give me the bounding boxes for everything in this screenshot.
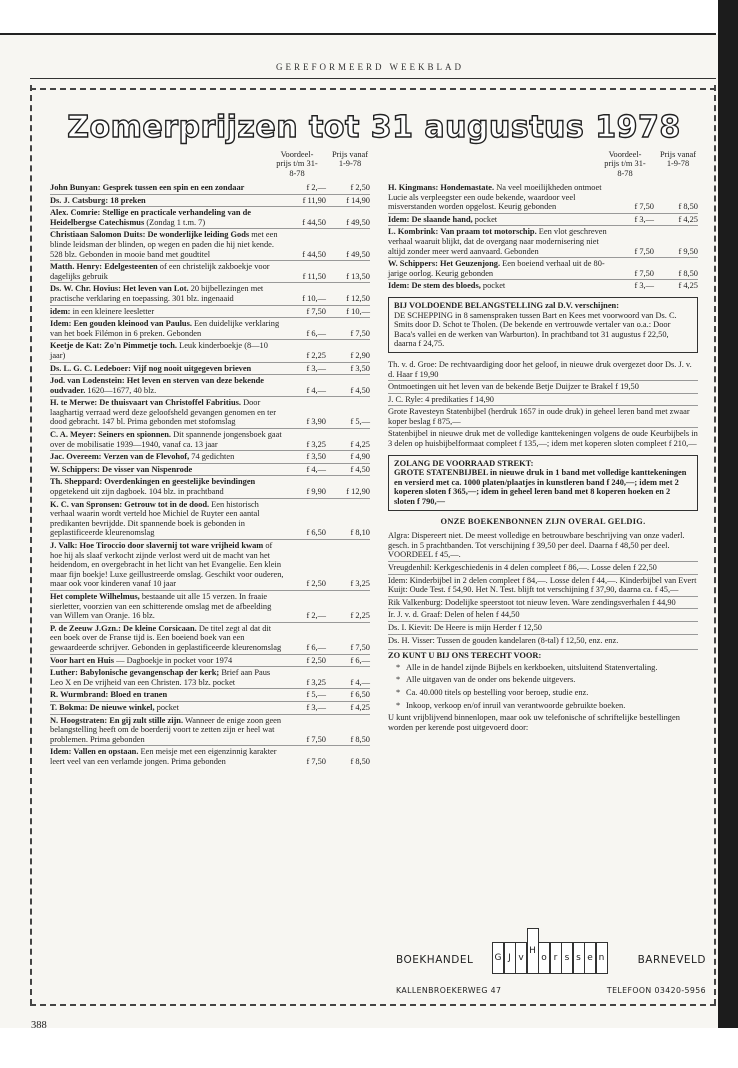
- book-description: bestaande uit alle 15 verzen. In fraaie sierletter, voorzien van een schitterende omslag met de afbeelding van Willem van Oranje. 16 blz.: [50, 591, 272, 621]
- book-entry: [388, 257, 698, 279]
- logo-book-spine: r: [550, 942, 562, 974]
- decorative-border-left: [30, 85, 32, 1005]
- price-regular: f 4,90: [350, 452, 370, 462]
- book-description: Wanneer de enige zoon geen belangstelling heeft om de boerderij voort te zetten zijn er heel wat problemen. Prima gebonden: [50, 715, 282, 744]
- price-summer: f 7,50: [634, 268, 654, 278]
- price-summer: f 2,50: [306, 579, 326, 589]
- book-entry: [50, 282, 370, 304]
- decorative-border-bottom: [30, 1004, 716, 1010]
- price-summer: f 4,—: [306, 464, 326, 474]
- book-title: Luther: Babylonische gevangenschap der kerk;: [50, 668, 220, 678]
- book-list-right: [388, 182, 698, 292]
- shop-phone: TELEFOON 03420-5956: [606, 986, 706, 995]
- price-regular: f 7,50: [350, 328, 370, 338]
- closing-text: U kunt vrijblijvend binnenlopen, maar ook uw telefonische of schriftelijke bestellingen worden per kerende post uitgevoerd door:: [388, 713, 680, 732]
- book-entry: [50, 498, 370, 539]
- offer-paragraph: Statenbijbel in nieuwe druk met de volledige kanttekeningen volgens de oude Keurbijbels in 3 delen op huisbijbelformaat compleet f 135,—; idem met koperen sloten compleet f 210,—: [388, 429, 698, 449]
- price-regular: f 8,10: [350, 528, 370, 538]
- book-description: Na veel moeilijkheden ontmoet Lucie als verpleegster een oude bekende, waardoor veel misverstanden worden opgelost. Keurig gebonden: [388, 183, 602, 212]
- book-entry: [50, 450, 370, 463]
- offer-paragraph: Grote Ravesteyn Statenbijbel (herdruk 1657 in oude druk) in geheel leren band met zwaar koper beslag f 875,—: [388, 405, 698, 427]
- price-summer: f 3,50: [306, 452, 326, 462]
- price-summer: f 6,—: [306, 642, 326, 652]
- price-regular: f 4,25: [678, 281, 698, 291]
- price-regular: f 12,50: [346, 293, 370, 303]
- book-entry: [50, 260, 370, 282]
- shop-town: BARNEVELD: [637, 954, 706, 966]
- book-title: N. Hoogstraten: En gij zult stille zijn.: [50, 715, 184, 725]
- price-summer: f 44,50: [302, 217, 326, 227]
- book-description: in een kleinere leesletter: [72, 306, 155, 316]
- book-entry: [50, 539, 370, 590]
- book-title: Matth. Henry: Edelgesteenten: [50, 262, 158, 272]
- book-title: Ds. L. G. C. Ledeboer: Vijf nog nooit uitgegeven brieven: [50, 363, 252, 373]
- stock-offer-box: [388, 455, 698, 511]
- book-description: Brief aan Paus Leo X en De vrijheid van een Christen. 173 blz. pocket: [50, 668, 271, 687]
- shop-word-boekhandel: BOEKHANDEL: [396, 954, 474, 966]
- list-item: * Ca. 40.000 titels op bestelling voor beroep, studie enz.: [398, 688, 698, 698]
- bookshop-advertisement: [392, 930, 710, 1002]
- column-label-voordeelprijs: Voordeel-prijs t/m 31-8-78: [276, 150, 318, 178]
- price-regular: f 49,50: [346, 249, 370, 259]
- logo-book-spine: s: [561, 942, 573, 974]
- book-title: Christiaan Salomon Duits: De wonderlijke leiding Gods: [50, 230, 250, 240]
- book-title: Idem: Vallen en opstaan.: [50, 747, 139, 757]
- announcement-box: [388, 297, 698, 353]
- price-regular: f 12,90: [346, 487, 370, 497]
- book-entry: [50, 317, 370, 339]
- book-description: opgetekend uit zijn dagboek. 104 blz. in prachtband: [50, 487, 224, 497]
- price-summer: f 4,—: [306, 385, 326, 395]
- price-list-right: [388, 150, 698, 733]
- book-description: Dit spannende jongensboek gaat over de mobilisatie 1939—1940, vanaf ca. 13 jaar: [50, 430, 282, 449]
- price-regular: f 6,—: [350, 655, 370, 665]
- offer-paragraph: Ontmoetingen uit het leven van de bekende Betje Duijzer te Brakel f 19,50: [388, 380, 698, 393]
- price-summer: f 7,50: [306, 306, 326, 316]
- book-description: — Dagboekje in pocket voor 1974: [116, 655, 233, 665]
- book-title: Voor hart en Huis: [50, 655, 114, 665]
- book-entry: [50, 339, 370, 361]
- book-description: of hoe hij als slaaf verkocht zijnde verlost werd uit de macht van het heidendom, en overgebracht in het licht van het Evangelie. Een klein maar fijn boekje! Luxe geillustreerde omslag. Geschikt voor ouderen, maar ook voor kinderen vanaf 10 jaar: [50, 541, 284, 589]
- price-summer: f 2,25: [306, 350, 326, 360]
- book-title: Alex. Comrie: Stellige en practicale verhandeling van de Heidelbergse Catechismus: [50, 208, 251, 227]
- offer-paragraph: Algra: Dispereert niet. De meest volledige en betrouwbare beschrijving van onze vaderl. gesch. in 5 prachtbanden. Tot verschijning f 39,50 per deel. Daarna f 48,50 per deel. VOORDEEL f 45,—.: [388, 531, 685, 560]
- book-entry: [50, 475, 370, 497]
- book-entry: [50, 362, 370, 375]
- book-description: Een historisch verhaal waarin wordt verteld hoe Michiel de Ruyter een aantal predikanten bevrijdde. Dit spannende boek is gebonden in geplastificeerde kleurenomslag: [50, 499, 260, 538]
- book-entry: [50, 194, 370, 207]
- book-list-left: [50, 182, 370, 767]
- book-description: 20 bijbellezingen met practische verklaring en toepassing. 301 blz. ingenaaid: [50, 284, 264, 303]
- book-title: Jod. van Lodenstein: Het leven en sterven van deze bekende oudvader.: [50, 376, 265, 395]
- price-summer: f 44,50: [302, 249, 326, 259]
- book-title: R. Wurmbrand: Bloed en tranen: [50, 690, 168, 700]
- book-entry: [50, 688, 370, 701]
- price-summer: f 3,90: [306, 417, 326, 427]
- price-summer: f 6,—: [306, 328, 326, 338]
- book-description: Door laaghartig verraad werd deze geloofsheld gevangen genomen en ter dood gebracht. 147 bl. Prima gebonden met stofomslag: [50, 398, 277, 427]
- logo-book-spine: J: [504, 942, 516, 974]
- offer-paragraph: Idem: Kinderbijbel in 2 delen compleet f 84,—. Losse delen f 44,—. Kinderbijbel van Evert Kuijt: Oude Test. f 54,90. Het N. Test. blijft tot verschijning f 37,90, daarna ca. f 45,—: [388, 575, 697, 595]
- offer-paragraph: Rik Valkenburg: Dodelijke speerstoot tot nieuw leven. Ware zendingsverhalen f 44,90: [388, 596, 698, 609]
- bible-offers: [388, 359, 698, 450]
- book-title: John Bunyan: Gesprek tussen een spin en een zondaar: [50, 183, 245, 192]
- logo-book-spine: s: [573, 942, 585, 974]
- decorative-border-right: [714, 85, 716, 1005]
- price-regular: f 4,—: [350, 677, 370, 687]
- book-description: 74 gedichten: [191, 452, 235, 462]
- book-title: P. de Zeeuw J.Gzn.: De kleine Corsicaan.: [50, 623, 197, 633]
- book-entry: [50, 654, 370, 667]
- price-regular: f 4,25: [678, 214, 698, 224]
- bookshelf-logo: [492, 934, 608, 982]
- price-summer: f 11,50: [302, 271, 326, 281]
- price-regular: f 10,—: [346, 306, 370, 316]
- offer-paragraph: Ds. H. Visser: Tussen de gouden kandelaren (8-tal) f 12,50, enz. enz.: [388, 634, 698, 647]
- book-title: Idem: De slaande hand,: [388, 214, 473, 224]
- price-regular: f 9,50: [678, 246, 698, 256]
- logo-book-spine: G: [492, 942, 504, 974]
- book-entry: [50, 374, 370, 396]
- scan-top-margin: [0, 0, 738, 34]
- book-title: Ds. W. Chr. Hovius: Het leven van Lot.: [50, 284, 189, 294]
- stock-offer-title: ZOLANG DE VOORRAAD STREKT:: [394, 458, 534, 468]
- list-item: * Alle uitgaven van de onder ons bekende uitgevers.: [398, 675, 698, 685]
- price-regular: f 4,50: [350, 464, 370, 474]
- book-entry: [50, 701, 370, 714]
- book-title: H. Kingmans: Hondemastate.: [388, 183, 495, 192]
- book-description: Een duidelijke verklaring van het boek Filémon in 6 preken. Gebonden: [50, 319, 280, 338]
- services-title: ZO KUNT U BIJ ONS TERECHT VOOR:: [388, 651, 542, 661]
- column-header: [388, 150, 698, 182]
- column-label-voordeelprijs: Voordeel-prijs t/m 31-8-78: [604, 150, 646, 178]
- price-summer: f 2,—: [306, 183, 326, 192]
- scan-bottom-margin: [0, 1028, 738, 1068]
- book-entry: [388, 213, 698, 226]
- book-description: Een boeiend verhaal uit de 80-jarige oorlog. Keurig gebonden: [388, 259, 605, 278]
- publication-header: GEREFORMEERD WEEKBLAD: [275, 62, 465, 72]
- price-regular: f 4,25: [350, 439, 370, 449]
- price-summer: f 3,25: [306, 677, 326, 687]
- book-entry: [50, 666, 370, 688]
- book-title: W. Schippers: De visser van Nispenrode: [50, 464, 193, 474]
- column-label-prijs-vanaf: Prijs vanaf 1-9-78: [659, 150, 697, 169]
- book-title: Ds. J. Catsburg: 18 preken: [50, 195, 146, 205]
- book-title: Th. Sheppard: Overdenkingen en geestelijke bevindingen: [50, 477, 256, 487]
- book-title: L. Kombrink: Van praam tot motorschip.: [388, 227, 537, 237]
- price-summer: f 3,—: [306, 702, 326, 712]
- book-description: (Zondag 1 t.m. 7): [146, 217, 206, 227]
- book-title: Jac. Overeem: Verzen van de Flevohof,: [50, 452, 190, 462]
- book-title: H. te Merwe: De thuisvaart van Christoffel Fabritius.: [50, 398, 241, 408]
- book-entry: [50, 206, 370, 228]
- price-summer: f 2,50: [306, 655, 326, 665]
- book-entry: [50, 428, 370, 450]
- decorative-border-top: [30, 88, 716, 94]
- book-title: Idem: De stem des bloeds,: [388, 281, 481, 291]
- price-summer: f 11,90: [302, 195, 326, 205]
- price-summer: f 3,—: [634, 281, 654, 291]
- services-section: [388, 649, 698, 733]
- price-summer: f 6,50: [306, 528, 326, 538]
- announcement-title: BIJ VOLDOENDE BELANGSTELLING zal D.V. verschijnen:: [394, 300, 619, 310]
- price-regular: f 8,50: [350, 756, 370, 766]
- book-description: of een christelijk zakboekje voor dagelijks gebruik: [50, 262, 270, 281]
- price-summer: f 3,—: [634, 214, 654, 224]
- price-summer: f 3,25: [306, 439, 326, 449]
- book-entry: [50, 463, 370, 476]
- price-regular: f 2,25: [350, 611, 370, 621]
- book-entry: [50, 590, 370, 622]
- page-number: 388: [31, 1020, 47, 1031]
- stock-offer-body: GROTE STATENBIJBEL in nieuwe druk in 1 band met volledige kanttekeningen en versierd met ca. 1000 platen/plaatjes in kunstleren band f 240,—; idem met 2 koperen sloten f 365,—; idem in geheel leren band met 8 koperen hoeken en 2 sloten f 790,—: [394, 468, 687, 507]
- price-summer: f 7,50: [634, 202, 654, 212]
- book-description: Leuk kinderboekje (8—10 jaar): [50, 341, 268, 360]
- book-title: Keetje de Kat: Zo'n Pimmetje toch.: [50, 341, 177, 351]
- price-summer: f 9,90: [306, 487, 326, 497]
- announcement-body: DE SCHEPPING in 8 samenspraken tussen Bart en Kees met voorwoord van Ds. C. Smits door D. Schot te Tholen. (De bekende en vertrouwde vertaler van o.a.: Door Baca's vallei en de werken van Warburton). In prachtband tot 31 augustus f 22,50, daarna f 24,75.: [394, 310, 677, 349]
- shop-address: KALLENBROEKERWEG 47: [396, 986, 502, 995]
- column-header: [50, 150, 370, 182]
- book-title: C. A. Meyer: Seiners en spionnen.: [50, 430, 171, 440]
- book-entry: [50, 228, 370, 260]
- gift-voucher-title: ONZE BOEKENBONNEN ZIJN OVERAL GELDIG.: [440, 516, 646, 526]
- logo-book-spine: H: [527, 928, 539, 974]
- book-description: Een vlot geschreven verhaal waaruit blijkt, dat de overgang naar modernisering niet altijd zonder meer werd aanvaard. Gebonden: [388, 227, 607, 256]
- price-regular: f 7,50: [350, 642, 370, 652]
- list-item: * Alle in de handel zijnde Bijbels en kerkboeken, uitsluitend Statenvertaling.: [398, 663, 698, 673]
- book-entry: [50, 182, 370, 194]
- book-description: De titel zegt al dat dit een boek over de Franse tijd is. Een boeiend boek van een gewaardeerde schrijver. Gebonden in geplastificeerde kleurenomslag: [50, 623, 282, 652]
- offer-paragraph: Ir. J. v. d. Graaf: Delen of helen f 44,50: [388, 608, 698, 621]
- offer-paragraph: Ds. I. Kievit: De Heere is mijn Herder f 12,50: [388, 621, 698, 634]
- price-regular: f 8,50: [678, 202, 698, 212]
- book-description: pocket: [482, 281, 506, 291]
- book-title: J. Valk: Hoe Tiroccio door slavernij tot ware vrijheid kwam: [50, 541, 264, 550]
- logo-book-spine: v: [515, 942, 527, 974]
- price-regular: f 2,50: [350, 183, 370, 192]
- price-regular: f 13,50: [346, 271, 370, 281]
- list-item: * Inkoop, verkoop en/of inruil van verantwoorde gebruikte boeken.: [398, 701, 698, 711]
- price-summer: f 7,50: [306, 756, 326, 766]
- logo-book-spine: e: [584, 942, 596, 974]
- book-title: idem:: [50, 306, 71, 316]
- price-regular: f 2,90: [350, 350, 370, 360]
- book-entry: [50, 714, 370, 746]
- header-rule: [30, 78, 716, 79]
- book-title: K. C. van Spronsen: Getrouw tot in de dood.: [50, 499, 210, 509]
- offer-paragraph: J. C. Ryle: 4 predikaties f 14,90: [388, 393, 698, 406]
- book-title: W. Schippers: Het Geuzenjong.: [388, 259, 501, 269]
- price-summer: f 7,50: [306, 734, 326, 744]
- price-summer: f 3,—: [306, 363, 326, 373]
- price-regular: f 3,50: [350, 363, 370, 373]
- book-entry: [50, 745, 370, 767]
- logo-book-spine: o: [538, 942, 550, 974]
- book-entry: [388, 279, 698, 292]
- price-regular: f 3,25: [350, 579, 370, 589]
- price-summer: f 10,—: [302, 293, 326, 303]
- column-label-prijs-vanaf: Prijs vanaf 1-9-78: [331, 150, 369, 169]
- book-title: Idem: Een gouden kleinood van Paulus.: [50, 319, 192, 329]
- price-regular: f 49,50: [346, 217, 370, 227]
- book-entry: [388, 225, 698, 257]
- book-entry: [388, 182, 698, 213]
- offer-paragraph: Th. v. d. Groe: De rechtvaardiging door het geloof, in nieuwe druk overgezet door Ds. J. v. d. Haar f 19,90: [388, 359, 692, 379]
- book-description: met een blinde leidsman der blinden, op wegen en paden die hij niet kende. 528 blz. Gebonden in mooie band met goudtitel: [50, 230, 278, 259]
- scan-top-border: [0, 33, 716, 35]
- book-entry: [50, 622, 370, 654]
- book-title: Het complete Wilhelmus,: [50, 591, 140, 601]
- advert-headline: Zomerprijzen tot 31 augustus 1978: [67, 110, 681, 145]
- price-regular: f 4,50: [350, 385, 370, 395]
- more-offers: [388, 530, 698, 646]
- scan-right-border: [718, 0, 738, 1068]
- book-description: 1620—1677, 40 blz.: [87, 385, 157, 395]
- price-regular: f 5,—: [350, 417, 370, 427]
- logo-book-spine: n: [596, 942, 608, 974]
- price-regular: f 8,50: [678, 268, 698, 278]
- price-regular: f 6,50: [350, 690, 370, 700]
- price-regular: f 8,50: [350, 734, 370, 744]
- book-entry: [50, 396, 370, 428]
- price-regular: f 14,90: [346, 195, 370, 205]
- offer-paragraph: Vreugdenhil: Kerkgeschiedenis in 4 delen compleet f 86,—. Losse delen f 22,50: [388, 561, 698, 574]
- book-description: pocket: [474, 214, 498, 224]
- book-title: T. Bokma: De nieuwe winkel,: [50, 702, 155, 712]
- price-summer: f 2,—: [306, 611, 326, 621]
- price-regular: f 4,25: [350, 702, 370, 712]
- price-list-left: [50, 150, 370, 767]
- price-summer: f 5,—: [306, 690, 326, 700]
- services-list: [388, 663, 698, 710]
- price-summer: f 7,50: [634, 246, 654, 256]
- book-description: Een meisje met een eigenzinnig karakter leert veel van een verlamde jongen. Prima gebonden: [50, 747, 277, 766]
- book-description: pocket: [156, 702, 179, 712]
- book-entry: [50, 305, 370, 318]
